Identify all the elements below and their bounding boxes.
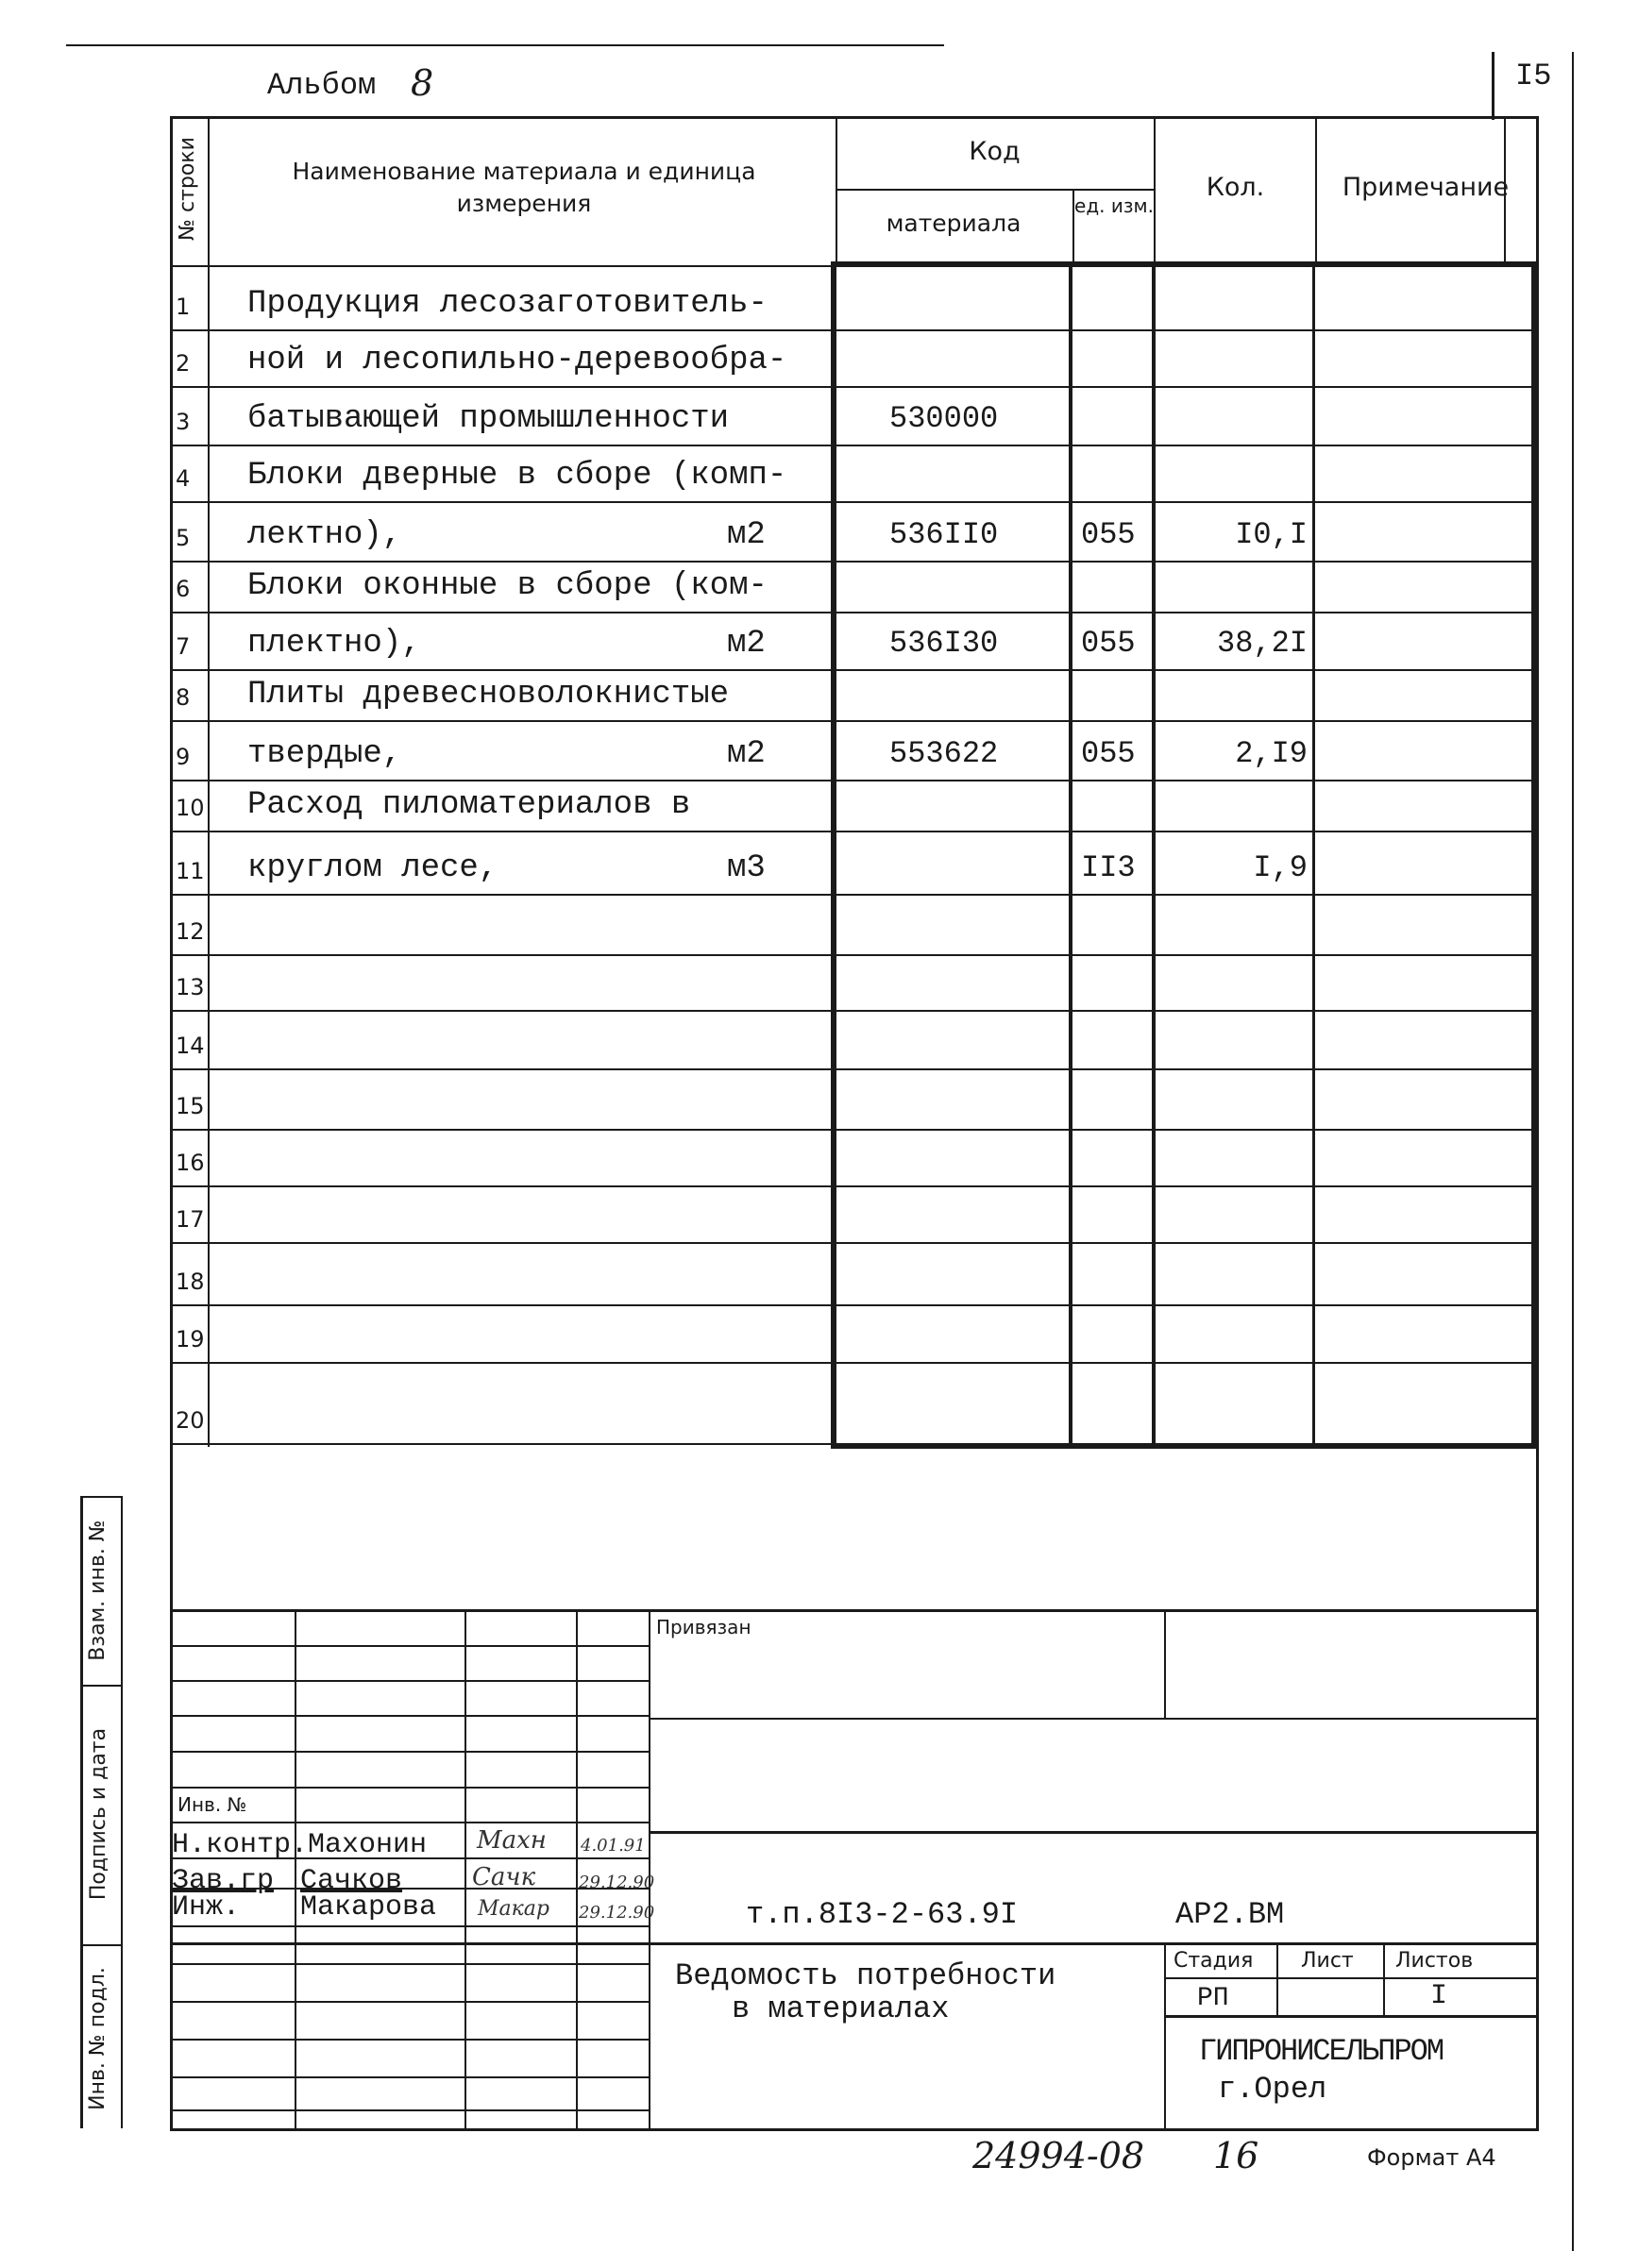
tb-h-stage	[1164, 1977, 1539, 1979]
title-grid-line	[170, 2109, 650, 2111]
tb-v-stage1	[1276, 1942, 1278, 2015]
sheet-page-number: I5	[1515, 59, 1552, 93]
tb-h-privyazan	[649, 1718, 1539, 1720]
title-grid-line	[170, 1942, 650, 1945]
org-city: г.Орел	[1218, 2072, 1327, 2107]
tb-v-stage2	[1383, 1942, 1385, 2015]
tb-v3	[576, 1609, 578, 2128]
material-code: 553622	[889, 736, 999, 771]
row-number: 9	[176, 744, 191, 770]
row-divider	[170, 1362, 1539, 1364]
row-number: 7	[176, 633, 191, 660]
ed-col-divider	[1069, 261, 1072, 1449]
staff-date-1: 4.01.91	[581, 1836, 646, 1856]
header-code: Код	[969, 137, 1021, 166]
sheets-value: I	[1430, 1980, 1448, 2012]
staff-role-2: Зав.гр	[172, 1865, 275, 1897]
material-name: плектно),	[247, 626, 421, 662]
staff-name-2: Сачков	[300, 1865, 403, 1897]
row-number: 4	[176, 465, 191, 492]
tb-bottom-line	[170, 2128, 1539, 2131]
side-strip-left	[80, 1496, 83, 2128]
staff-name-1: .Махонин	[291, 1829, 428, 1861]
row-number: 14	[176, 1033, 205, 1059]
data-frame-right	[1531, 261, 1537, 1449]
tb-h-code	[649, 1831, 1539, 1834]
material-name: Блоки дверные в сборе (комп-	[247, 458, 787, 494]
unit-code: 055	[1081, 626, 1136, 661]
row-divider	[170, 1185, 1539, 1187]
album-number: 8	[411, 62, 434, 104]
header-name: Наименование материала и единица измерения	[292, 158, 756, 217]
header-code-material: материала	[886, 210, 1022, 237]
material-name: Блоки оконные в сборе (ком-	[247, 568, 768, 604]
header-separator	[170, 265, 836, 267]
quantity: I0,I	[1235, 517, 1308, 552]
material-name: твердые,	[247, 736, 402, 772]
row-number: 18	[176, 1268, 205, 1295]
material-code: 530000	[889, 401, 999, 436]
unit-of-measure: м2	[727, 626, 766, 662]
tb-v4	[649, 1609, 650, 2128]
sheet-label: Лист	[1301, 1949, 1354, 1973]
row-number: 13	[176, 974, 205, 1000]
page-box-left	[1492, 52, 1494, 120]
title-grid-line	[170, 2039, 650, 2041]
row-number: 1	[176, 294, 191, 320]
material-name: Продукция лесозаготовитель-	[247, 286, 768, 322]
material-name: батывающей промышленности	[247, 401, 730, 437]
signature-3: Макар	[478, 1897, 549, 1921]
table-top-border	[170, 116, 1539, 119]
right-trim-line	[1572, 52, 1574, 2251]
row-divider	[170, 501, 1539, 503]
signature-1: Махн	[477, 1826, 547, 1855]
material-name: ной и лесопильно-деревообра-	[247, 343, 787, 378]
side-label-vzam: Взам. инв. №	[86, 1520, 110, 1661]
unit-code: II3	[1081, 850, 1136, 885]
quantity: 2,I9	[1235, 736, 1308, 771]
unit-of-measure: м2	[727, 517, 766, 553]
unit-code: 055	[1081, 517, 1136, 552]
footer-page: 16	[1213, 2135, 1259, 2176]
side-label-podpis: Подпись и дата	[87, 1727, 110, 1901]
row-divider	[170, 669, 1539, 671]
title-grid-line	[170, 2076, 650, 2078]
row-divider	[170, 1010, 1539, 1012]
stage-value: РП	[1197, 1984, 1229, 2013]
row-divider	[170, 386, 1539, 388]
title-grid-line	[170, 1715, 650, 1717]
signature-2: Сачк	[472, 1863, 536, 1891]
quantity: I,9	[1253, 850, 1308, 885]
row-divider	[170, 329, 1539, 331]
staff-name-3: Макарова	[300, 1891, 437, 1924]
material-name: Плиты древесноволокнистые	[247, 677, 730, 713]
row-divider	[170, 954, 1539, 956]
album-label: Альбом	[267, 68, 377, 103]
material-name: круглом лесе,	[247, 850, 498, 886]
row-number: 8	[176, 684, 191, 711]
material-code: 536I30	[889, 626, 999, 661]
row-number: 19	[176, 1326, 205, 1352]
staff-role-1: Н.контр	[172, 1829, 292, 1861]
qty-col-divider	[1152, 261, 1156, 1449]
side-strip-right	[121, 1496, 123, 2128]
row-divider	[170, 561, 1539, 563]
side-strip-top	[80, 1496, 123, 1498]
unit-of-measure: м2	[727, 736, 766, 772]
row-number: 20	[176, 1407, 205, 1434]
doc-mark: АР2.ВМ	[1175, 1897, 1285, 1932]
doc-code: т.п.8I3-2-63.9I	[746, 1897, 1019, 1932]
note-col-divider	[1312, 261, 1315, 1449]
tb-v1	[295, 1609, 296, 2128]
quantity: 38,2I	[1216, 626, 1308, 661]
footer-doc-number: 24994-08	[972, 2135, 1145, 2176]
header-row-no: № строки	[176, 137, 199, 241]
header-code-unit: ед. изм.	[1074, 194, 1154, 217]
row-number: 12	[176, 918, 205, 945]
row-number: 5	[176, 525, 191, 551]
row-divider	[170, 1068, 1539, 1070]
material-code: 536II0	[889, 517, 999, 552]
material-name: лектно),	[247, 517, 402, 553]
row-divider	[170, 1129, 1539, 1131]
privyazan-label: Привязан	[656, 1616, 751, 1638]
tb-v-right	[1164, 1942, 1166, 2128]
rowno-col-divider	[208, 116, 210, 1447]
row-divider	[170, 1242, 1539, 1244]
org-name: ГИПРОНИСЕЛЬПРОМ	[1199, 2034, 1444, 2069]
row-divider	[170, 612, 1539, 613]
staff-date-2: 29.12.90	[579, 1873, 655, 1892]
row-divider	[170, 720, 1539, 722]
row-divider	[170, 894, 1539, 896]
doc-title-line2: в материалах	[732, 1991, 950, 2026]
row-number: 15	[176, 1093, 205, 1119]
data-frame-top	[831, 261, 1539, 267]
inv-no-label: Инв. №	[177, 1793, 247, 1816]
staff-role-3: Инж.	[172, 1891, 241, 1924]
row-divider	[170, 445, 1539, 446]
tb-v2	[464, 1609, 466, 2128]
row-divider	[170, 1443, 1539, 1445]
row-number: 2	[176, 350, 191, 377]
side-strip-div1	[80, 1685, 123, 1687]
title-grid-line	[170, 1680, 650, 1682]
row-number: 3	[176, 409, 191, 435]
sheets-label: Листов	[1395, 1949, 1474, 1973]
title-grid-line	[170, 1822, 650, 1823]
tb-top-line	[170, 1609, 1539, 1612]
unit-of-measure: м3	[727, 850, 766, 886]
footer-format: Формат А4	[1367, 2144, 1496, 2171]
tb-h-title	[649, 1942, 1539, 1945]
row-number: 11	[176, 858, 205, 884]
top-rule	[66, 44, 944, 46]
row-divider	[170, 831, 1539, 832]
row-number: 17	[176, 1206, 205, 1233]
row-number: 6	[176, 576, 191, 602]
tb-v5	[1164, 1609, 1166, 1718]
code-subhead-line	[836, 189, 1154, 191]
row-divider	[170, 1304, 1539, 1306]
header-qty: Кол.	[1206, 173, 1265, 202]
side-label-inv-podl: Инв. № подл.	[86, 1967, 110, 2110]
staff-date-3: 29.12.90	[579, 1903, 655, 1923]
stage-label: Стадия	[1174, 1949, 1254, 1973]
tb-h-stage2	[1164, 2015, 1539, 2018]
unit-code: 055	[1081, 736, 1136, 771]
row-divider	[170, 780, 1539, 781]
title-grid-line	[170, 1751, 650, 1753]
material-name: Расход пиломатериалов в	[247, 787, 691, 823]
doc-title-line1: Ведомость потребности	[675, 1958, 1056, 1993]
data-frame-left	[831, 261, 836, 1449]
title-grid-line	[170, 2001, 650, 2003]
title-grid-line	[170, 1645, 650, 1647]
title-grid-line	[170, 1925, 650, 1927]
title-grid-line	[170, 1787, 650, 1789]
row-number: 10	[176, 795, 205, 821]
header-note: Примечание	[1342, 173, 1510, 202]
row-number: 16	[176, 1150, 205, 1176]
title-grid-line	[170, 1963, 650, 1965]
